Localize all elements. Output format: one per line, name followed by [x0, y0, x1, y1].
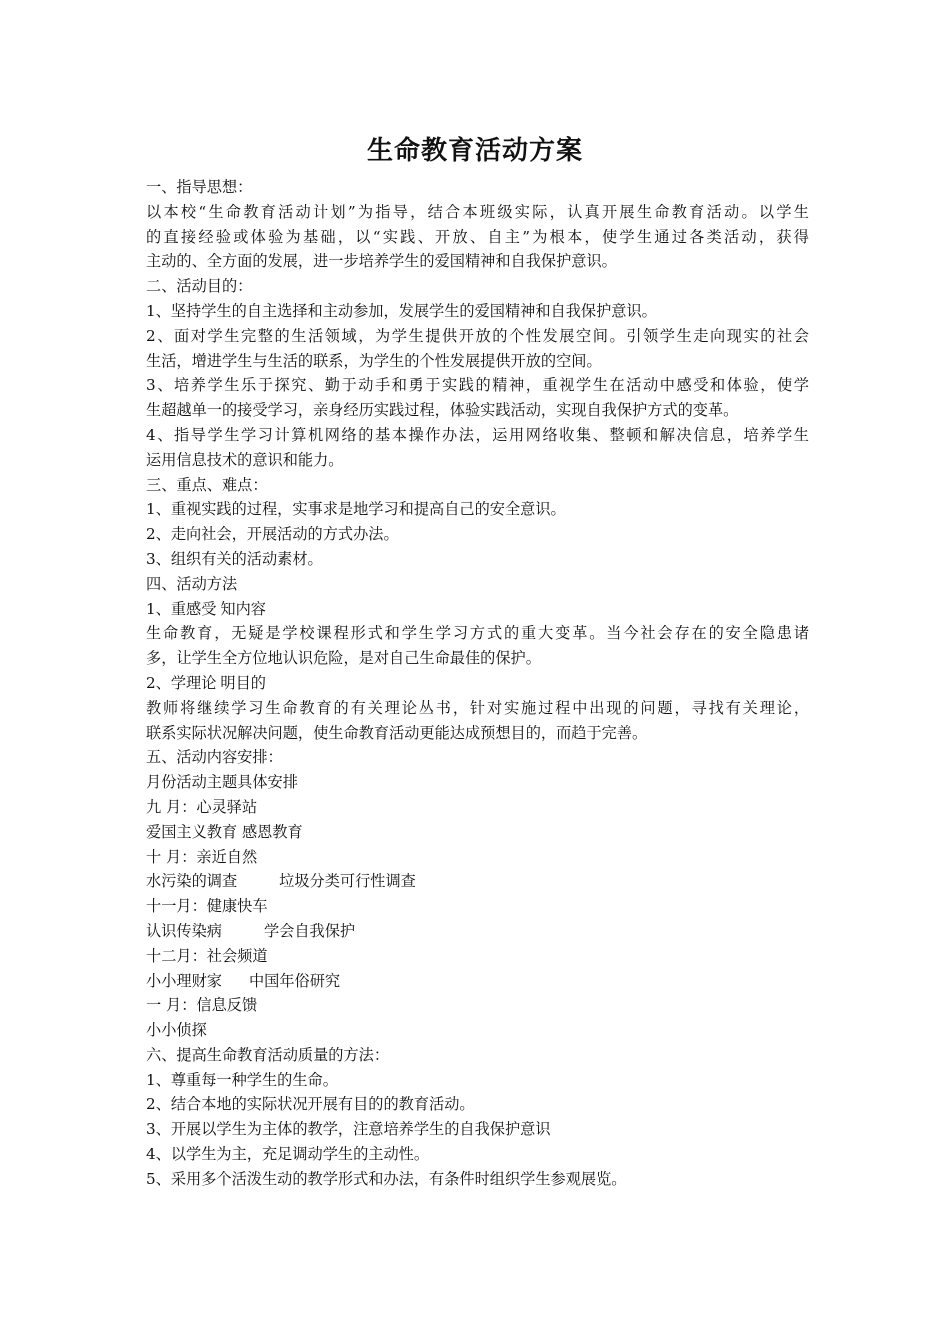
- text-line: 1、尊重每一种学生的生命。: [146, 1070, 338, 1089]
- text-line: 一、指导思想：: [146, 178, 253, 196]
- text-segment: 学会自我保护: [263, 921, 356, 940]
- document-body: [146, 175, 809, 1192]
- text-line: 2、结合本地的实际状况开展有目的的教育活动。: [146, 1095, 475, 1114]
- text-line: 3、开展以学生为主体的教学，注意培养学生的自我保护意识: [146, 1120, 551, 1139]
- text-line: 运用信息技术的意识和能力。: [146, 450, 344, 469]
- text-line: 3、培养学生乐于探究、勤于动手和勇于实践的精神，重视学生在活动中感受和体验，使学: [146, 376, 809, 395]
- text-line: 2、面对学生完整的生活领域，为学生提供开放的个性发展空间。引领学生走向现实的社会: [146, 326, 809, 345]
- text-segment: 中国年俗研究: [248, 971, 341, 990]
- text-line: 1、重视实践的过程，实事求是地学习和提高自己的安全意识。: [146, 500, 566, 519]
- text-line: [146, 671, 809, 696]
- text-segment: 2、学理论: [146, 673, 217, 692]
- text-line: 以本校“生命教育活动计划”为指导，结合本班级实际，认真开展生命教育活动。以学生: [146, 202, 809, 221]
- text-line: 三、重点、难点：: [146, 475, 268, 494]
- text-line: 主动的、全方面的发展，进一步培养学生的爱国精神和自我保护意识。: [146, 252, 617, 271]
- text-segment: 知内容: [220, 599, 266, 618]
- text-line: 二、活动目的：: [146, 277, 253, 296]
- text-line: 九 月：心灵驿站: [146, 797, 258, 816]
- text-line: 五、活动内容安排：: [146, 748, 283, 767]
- text-line: 1、坚持学生的自主选择和主动参加，发展学生的爱国精神和自我保护意识。: [146, 301, 657, 320]
- text-line: 十一月：健康快车: [146, 897, 268, 916]
- text-line: 十 月：亲近自然: [146, 847, 258, 866]
- text-line: [146, 969, 809, 994]
- text-line: [146, 919, 809, 944]
- text-line: 的直接经验或体验为基础，以“实践、开放、自主”为根本，使学生通过各类活动，获得: [146, 227, 809, 246]
- text-line: 教师将继续学习生命教育的有关理论丛书，针对实施过程中出现的问题，寻找有关理论，: [146, 698, 809, 717]
- text-line: 一 月：信息反馈: [146, 996, 258, 1015]
- text-segment: 明目的: [220, 673, 266, 692]
- text-line: 生超越单一的接受学习，亲身经历实践过程，体验实践活动，实现自我保护方式的变革。: [146, 401, 739, 420]
- text-line: 生命教育，无疑是学校课程形式和学生学习方式的重大变革。当今社会存在的安全隐患诸: [146, 624, 809, 643]
- text-segment: 水污染的调查: [146, 872, 238, 891]
- text-line: 月份活动主题具体安排: [146, 773, 298, 792]
- text-line: 联系实际状况解决问题，使生命教育活动更能达成预想目的，而趋于完善。: [146, 723, 648, 742]
- text-line: 小小侦探: [146, 1021, 207, 1040]
- text-line: 四、活动方法: [146, 574, 238, 593]
- text-line: 3、组织有关的活动素材。: [146, 549, 323, 568]
- text-line: 十二月：社会频道: [146, 946, 268, 965]
- text-segment: 1、重感受: [146, 599, 217, 618]
- text-line: 4、以学生为主，充足调动学生的主动性。: [146, 1145, 430, 1164]
- text-segment: 小小理财家: [146, 971, 222, 990]
- text-line: 多，让学生全方位地认识危险，是对自己生命最佳的保护。: [146, 649, 541, 668]
- text-line: [146, 869, 809, 894]
- text-line: 2、走向社会，开展活动的方式办法。: [146, 525, 399, 544]
- text-segment: 认识传染病: [146, 921, 222, 940]
- text-line: [146, 597, 809, 622]
- text-line: 4、指导学生学习计算机网络的基本操作办法，运用网络收集、整顿和解决信息，培养学生: [146, 425, 809, 444]
- document-title: 生命教育活动方案: [366, 136, 583, 166]
- text-line: 生活，增进学生与生活的联系，为学生的个性发展提供开放的空间。: [146, 351, 602, 370]
- text-segment: 垃圾分类可行性调查: [279, 872, 416, 891]
- text-line: 爱国主义教育 感恩教育: [146, 822, 303, 841]
- text-line: 六、提高生命教育活动质量的方法：: [146, 1045, 389, 1064]
- text-line: 5、采用多个活泼生动的教学形式和办法，有条件时组织学生参观展览。: [146, 1169, 627, 1188]
